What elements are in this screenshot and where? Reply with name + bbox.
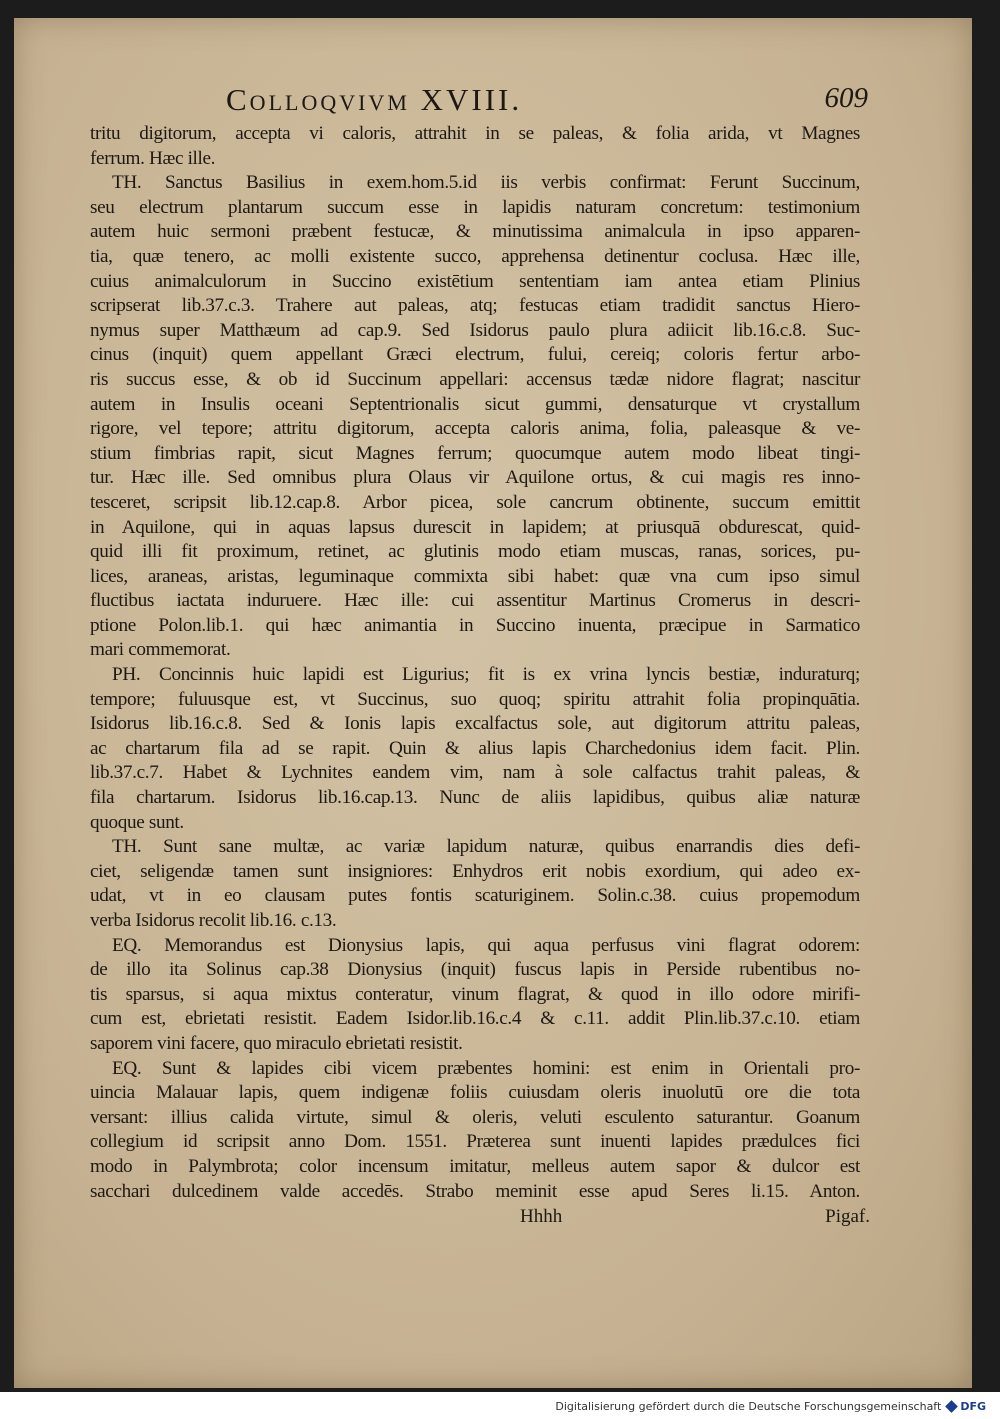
page-number: 609 [824,82,868,114]
text-line: quid illi fit proximum, retinet, ac glutinis modo etiam muscas, ranas, sorices, pu- [90,541,860,563]
text-line: ptione Polon.lib.1. qui hæc animantia in Succino inuenta, præcipue in Sarmatico [90,614,860,636]
text-line: tempore; fuluusque est, vt Succinus, suo quoq; spiritu attrahit folia propinquātia. [90,688,860,710]
text-line: fila chartarum. Isidorus lib.16.cap.13. Nunc de aliis lapidibus, quibus aliæ naturæ [90,787,860,809]
text-line: autem in Insulis oceani Septentrionalis sicut gummi, densaturque vt crystallum [90,393,860,415]
catchword: Pigaf. [825,1206,870,1228]
text-line: stium fimbrias rapit, sicut Magnes ferrum; quocumque autem modo libeat tingi- [90,442,860,464]
text-line: TH. Sanctus Basilius in exem.hom.5.id iis verbis confirmat: Ferunt Succinum, [112,172,860,194]
text-line: tia, quæ tenero, ac molli existente succo, apprehensa detinentur coclusa. Hæc ille, [90,245,860,267]
body-text [90,122,860,1204]
page-header [90,78,868,118]
text-line: lib.37.c.7. Habet & Lychnites eandem vim, nam à sole calfactus trahit paleas, & [90,762,860,784]
running-head: Colloqvivm XVIII. [226,82,523,117]
text-line: seu electrum plantarum succum esse in lapidis naturam concretum: testimonium [90,196,860,218]
text-line: mari commemorat. [90,639,231,661]
text-line: EQ. Sunt & lapides cibi vicem præbentes homini: est enim in Orientali pro- [112,1057,860,1079]
digitization-credit: Digitalisierung gefördert durch die Deutsche Forschungsgemeinschaft [555,1399,942,1413]
text-line: autem huic sermoni præbent festucæ, & minutissima animalcula in ipso apparen- [90,221,860,243]
text-line: saporem vini facere, quo miraculo ebrietati resistit. [90,1032,463,1054]
text-line: ciet, seligendæ tamen sunt insigniores: Enhydros erit nobis exordium, qui adeo ex- [90,860,860,882]
text-line: sacchari dulcedinem valde accedēs. Strabo meminit esse apud Seres li.15. Anton. [90,1180,860,1202]
text-line: TH. Sunt sane multæ, ac variæ lapidum naturæ, quibus enarrandis dies defi- [112,836,860,858]
text-line: cum est, ebrietati resistit. Eadem Isidor.lib.16.c.4 & c.11. addit Plin.lib.37.c.10. etiam [90,1008,860,1030]
text-line: rigore, vel tepore; attritu digitorum, accepta caloris anima, folia, paleasque & ve- [90,418,860,440]
text-line: tesceret, scripsit lib.12.cap.8. Arbor picea, sole cancrum obtinente, succum emittit [90,491,860,513]
digitization-credit-bar [555,1396,986,1416]
text-line: EQ. Memorandus est Dionysius lapis, qui aqua perfusus vini flagrat odorem: [112,934,860,956]
dfg-logo-text: DFG [960,1399,986,1413]
text-line: modo in Palymbrota; color incensum imitatur, melleus autem sapor & dulcor est [90,1155,860,1177]
text-line: ac chartarum fila ad se rapit. Quin & alius lapis Charchedonius idem facit. Plin. [90,737,860,759]
dfg-logo [947,1400,986,1413]
text-line: fluctibus iactata induruere. Hæc ille: cui assentitur Martinus Cromerus in descri- [90,590,860,612]
text-line: nymus super Matthæum ad cap.9. Sed Isidorus paulo plura adiicit lib.16.c.8. Suc- [90,319,860,341]
text-line: in Aquilone, qui in aquas lapsus durescit in lapidem; at priusquā obdurescat, quid- [90,516,860,538]
text-line: versant: illius calida virtute, simul & oleris, veluti esculento saturantur. Goanum [90,1106,860,1128]
dfg-logo-icon [945,1400,958,1413]
page-content [90,78,870,1278]
text-line: cuius animalculorum in Succino existētium sententiam iam antea etiam Plinius [90,270,860,292]
text-line: lices, araneas, aristas, leguminaque commixta sibi habet: quæ vna cum ipso simul [90,565,860,587]
text-line: uincia Malauar lapis, quem indigenæ foliis cuiusdam oleris inuolutū ore die tota [90,1082,860,1104]
book-page [14,18,972,1388]
text-line: udat, vt in eo clausam putes fontis scaturiginem. Solin.c.38. cuius propemodum [90,885,860,907]
text-line: PH. Concinnis huic lapidi est Ligurius; fit is ex vrina lyncis bestiæ, induraturq; [112,664,860,686]
text-line: quoque sunt. [90,811,184,833]
text-line: cinus (inquit) quem appellant Græci electrum, fului, cereiq; coloris fertur arbo- [90,344,860,366]
text-line: scripserat lib.37.c.3. Trahere aut paleas, atq; festucas etiam tradidit sanctus Hiero- [90,295,860,317]
signature-mark: Hhhh [520,1206,563,1228]
text-line: de illo ita Solinus cap.38 Dionysius (inquit) fuscus lapis in Perside rubentibus no- [90,959,860,981]
text-line: ferrum. Hæc ille. [90,147,216,169]
text-line: tritu digitorum, accepta vi caloris, attrahit in se paleas, & folia arida, vt Magnes [90,123,860,144]
text-line: verba Isidorus recolit lib.16. c.13. [90,910,337,931]
page-footer [90,1206,870,1236]
text-line: Isidorus lib.16.c.8. Sed & Ionis lapis excalfactus sole, aut digitorum attritu paleas, [90,713,860,735]
text-line: collegium id scripsit anno Dom. 1551. Præterea sunt inuenti lapides prædulces fici [90,1131,860,1153]
text-line: ris succus esse, & ob id Succinum appellari: accensus tædæ nidore flagrat; nascitur [90,368,860,390]
text-line: tur. Hæc ille. Sed omnibus plura Olaus vir Aquilone ortus, & cui magis res inno- [90,467,860,489]
text-line: tis sparsus, si aqua mixtus conteratur, vinum flagrat, & quod in illo odore mirifi- [90,983,860,1005]
